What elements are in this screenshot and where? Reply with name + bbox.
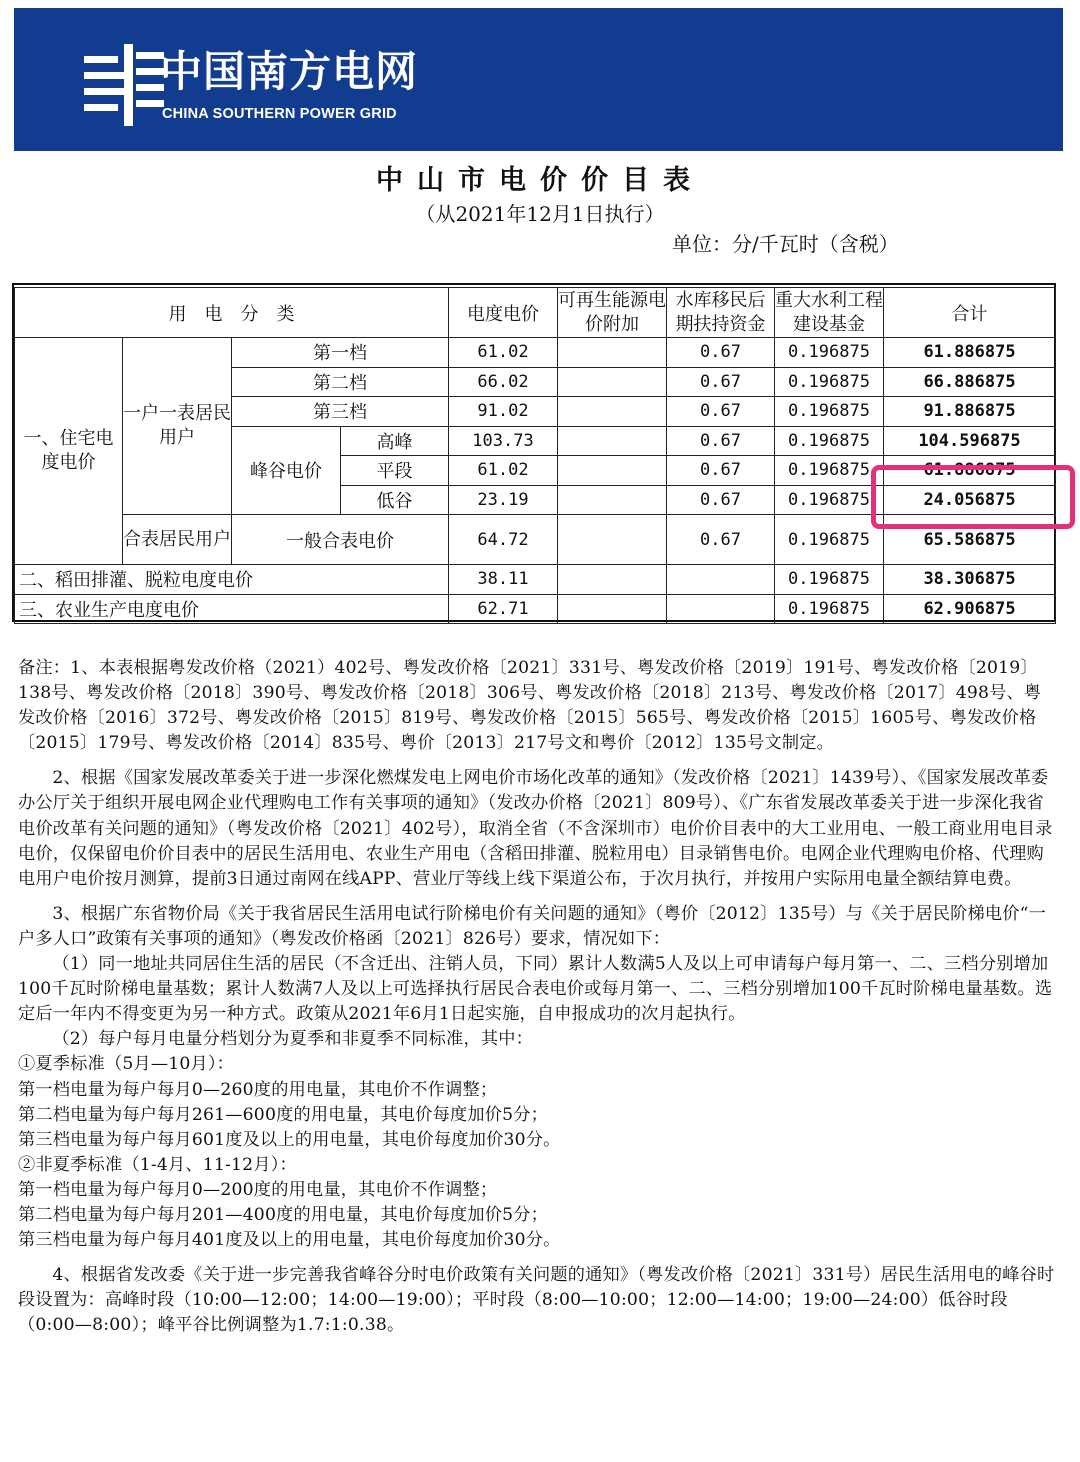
summer-tier-1: 第一档电量为每户每月0—260度的用电量，其电价不作调整； bbox=[18, 1079, 498, 1100]
cell-water: 0.196875 bbox=[775, 485, 884, 515]
cell-water: 0.196875 bbox=[775, 397, 884, 427]
category-peak-valley: 峰谷电价 bbox=[232, 426, 341, 515]
non-summer-tier-1: 第一档电量为每户每月0—200度的用电量，其电价不作调整； bbox=[18, 1179, 498, 1200]
note-1: 备注：1、本表根据粤发改价格（2021）402号、粤发改价格〔2021〕331号、粤发改价格〔2019〕191号、粤发改价格〔2019〕138号、粤发改价格〔2018〕390号、粤发改价格〔2018〕306号、粤发改价格〔2018〕213号、粤发改价格〔2017〕498号、粤发改价格〔2016〕372号、粤发改价格〔2015〕819号、粤发改价格〔2015〕565号、粤发改价格〔2015〕1605号、粤发改价格〔2015〕179号、粤发改价格〔2014〕835号、粤价〔2013〕217号文和粤价〔2012〕135号文制定。 bbox=[18, 658, 1042, 754]
cell-price: 64.72 bbox=[449, 515, 558, 565]
cell-water: 0.196875 bbox=[775, 426, 884, 456]
highlight-box bbox=[871, 465, 1075, 529]
cell-total-highlighted: 24.056875 bbox=[884, 485, 1056, 515]
cell-total: 38.306875 bbox=[884, 565, 1056, 595]
cell-price: 91.02 bbox=[449, 397, 558, 427]
summer-tier-3: 第三档电量为每户每月601度及以上的用电量，其电价每度加价30分。 bbox=[18, 1129, 561, 1150]
cell-renewable bbox=[558, 397, 667, 427]
cell-price: 62.71 bbox=[449, 594, 558, 624]
cell-reservoir: 0.67 bbox=[667, 456, 775, 486]
cell-price: 23.19 bbox=[449, 485, 558, 515]
cell-reservoir: 0.67 bbox=[667, 515, 775, 565]
cell-price: 61.02 bbox=[449, 456, 558, 486]
non-summer-tier-2: 第二档电量为每户每月201—400度的用电量，其电价每度加价5分； bbox=[18, 1204, 549, 1225]
table-row bbox=[15, 565, 1056, 595]
cell-renewable bbox=[558, 456, 667, 486]
summer-standard: ①夏季标准（5月—10月）： bbox=[18, 1054, 235, 1075]
cell-total: 65.586875 bbox=[884, 515, 1056, 565]
header-water: 重大水利工程建设基金 bbox=[775, 288, 884, 338]
header-banner bbox=[14, 8, 1063, 151]
note-3-1: （1）同一地址共同居住生活的居民（不含迁出、注销人员，下同）累计人数满5人及以上可申请每户每月第一、二、三档分别增加100千瓦时阶梯电量基数；累计人数满7人及以上可选择执行居民合表电价或每月第一、二、三档分别增加100千瓦时阶梯电量基数。选定后一年内不得变更为另一种方式。政策从2021年6月1日起实施，自申报成功的次月起执行。 bbox=[18, 954, 1053, 1025]
cell-renewable bbox=[558, 594, 667, 624]
table-row bbox=[15, 594, 1056, 624]
cell-total: 66.886875 bbox=[884, 367, 1056, 397]
row-name: 二、稻田排灌、脱粒电度电价 bbox=[15, 565, 449, 595]
unit-label: 单位：分/千瓦时（含税） bbox=[672, 232, 899, 256]
cell-reservoir: 0.67 bbox=[667, 397, 775, 427]
table-header-row bbox=[15, 288, 1056, 338]
cell-price: 103.73 bbox=[449, 426, 558, 456]
cell-total: 104.596875 bbox=[884, 426, 1056, 456]
header-category: 用 电 分 类 bbox=[15, 288, 449, 338]
cell-water: 0.196875 bbox=[775, 456, 884, 486]
table-row bbox=[15, 338, 1056, 368]
cell-renewable bbox=[558, 338, 667, 368]
notes-section bbox=[18, 656, 1058, 1338]
cell-water: 0.196875 bbox=[775, 594, 884, 624]
cell-water: 0.196875 bbox=[775, 515, 884, 565]
header-renewable: 可再生能源电价附加 bbox=[558, 288, 667, 338]
category-single-meter: 一户一表居民用户 bbox=[123, 338, 232, 515]
page-subtitle: （从2021年12月1日执行） bbox=[415, 202, 665, 226]
cell-water: 0.196875 bbox=[775, 565, 884, 595]
cell-renewable bbox=[558, 367, 667, 397]
summer-tier-2: 第二档电量为每户每月261—600度的用电量，其电价每度加价5分； bbox=[18, 1104, 549, 1125]
note-3-2: （2）每户每月电量分档划分为夏季和非夏季不同标准，其中： bbox=[52, 1029, 533, 1050]
cell-total: 91.886875 bbox=[884, 397, 1056, 427]
row-name: 三、农业生产电度电价 bbox=[15, 594, 449, 624]
non-summer-standard: ②非夏季标准（1-4月、11-12月）： bbox=[18, 1154, 297, 1175]
cell-reservoir bbox=[667, 565, 775, 595]
price-table bbox=[14, 287, 1056, 624]
cell-water: 0.196875 bbox=[775, 367, 884, 397]
csg-logo-icon bbox=[84, 44, 164, 126]
row-name: 高峰 bbox=[341, 426, 449, 456]
non-summer-tier-3: 第三档电量为每户每月401度及以上的用电量，其电价每度加价30分。 bbox=[18, 1230, 561, 1251]
cell-renewable bbox=[558, 426, 667, 456]
cell-price: 66.02 bbox=[449, 367, 558, 397]
cell-price: 61.02 bbox=[449, 338, 558, 368]
cell-renewable bbox=[558, 485, 667, 515]
company-name-cn: 中国南方电网 bbox=[160, 47, 419, 96]
cell-water: 0.196875 bbox=[775, 338, 884, 368]
cell-total: 61.886875 bbox=[884, 338, 1056, 368]
note-3: 3、根据广东省物价局《关于我省居民生活用电试行阶梯电价有关问题的通知》（粤价〔2012〕135号）与《关于居民阶梯电价“一户多人口”政策有关事项的通知》（粤发改价格函〔2021〕826号）要求，情况如下： bbox=[18, 903, 1047, 949]
company-name-en: CHINA SOUTHERN POWER GRID bbox=[162, 106, 397, 122]
row-name: 第一档 bbox=[232, 338, 449, 368]
header-price: 电度电价 bbox=[449, 288, 558, 338]
category-multi-meter: 合表居民用户 bbox=[123, 515, 232, 565]
row-name: 第三档 bbox=[232, 397, 449, 427]
row-name: 一般合表电价 bbox=[232, 515, 449, 565]
cell-renewable bbox=[558, 565, 667, 595]
cell-reservoir bbox=[667, 594, 775, 624]
cell-price: 38.11 bbox=[449, 565, 558, 595]
cell-reservoir: 0.67 bbox=[667, 485, 775, 515]
note-2: 2、根据《国家发展改革委关于进一步深化燃煤发电上网电价市场化改革的通知》（发改价格〔2021〕1439号）、《国家发展改革委办公厅关于组织开展电网企业代理购电工作有关事项的通知》（发改办价格〔2021〕809号）、《广东省发展改革委关于进一步深化我省电价改革有关问题的通知》（粤发改价格〔2021〕402号），取消全省（不含深圳市）电价价目表中的大工业用电、一般工商业用电目录电价，仅保留电价价目表中的居民生活用电、农业生产用电（含稻田排灌、脱粒用电）目录销售电价。电网企业代理购电价格、代理购电用户电价按月测算，提前3日通过南网在线APP、营业厅等线上线下渠道公布，于次月执行，并按用户实际用电量全额结算电费。 bbox=[18, 768, 1053, 889]
cell-total: 61.886875 bbox=[884, 456, 1056, 486]
header-total: 合计 bbox=[884, 288, 1056, 338]
cell-total: 62.906875 bbox=[884, 594, 1056, 624]
cell-renewable bbox=[558, 515, 667, 565]
cell-reservoir: 0.67 bbox=[667, 426, 775, 456]
category-residential: 一、住宅电度电价 bbox=[15, 338, 123, 565]
header-reservoir: 水库移民后期扶持资金 bbox=[667, 288, 775, 338]
row-name: 低谷 bbox=[341, 485, 449, 515]
page-title: 中山市电价价目表 bbox=[376, 165, 704, 196]
row-name: 第二档 bbox=[232, 367, 449, 397]
cell-reservoir: 0.67 bbox=[667, 338, 775, 368]
note-4: 4、根据省发改委《关于进一步完善我省峰谷分时电价政策有关问题的通知》（粤发改价格〔2021〕331号）居民生活用电的峰谷时段设置为：高峰时段（10:00—12:00；14:00—19:00）；平时段（8:00—10:00；12:00—14:00；19:00—24:00）低谷时段（0:00—8:00）；峰平谷比例调整为1.7:1:0.38。 bbox=[18, 1265, 1055, 1336]
cell-reservoir: 0.67 bbox=[667, 367, 775, 397]
row-name: 平段 bbox=[341, 456, 449, 486]
